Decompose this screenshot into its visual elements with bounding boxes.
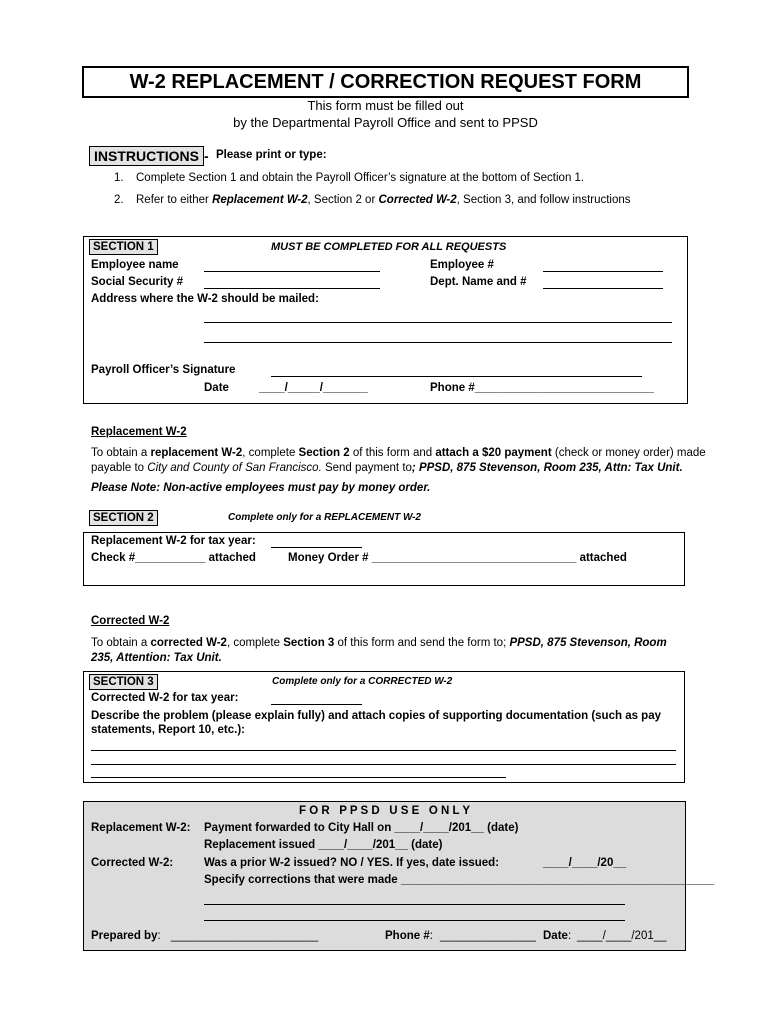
address-label: Address where the W-2 should be mailed: xyxy=(91,293,319,305)
describe-line-2: statements, Report 10, etc.): xyxy=(91,724,246,736)
corrected-tax-year-field[interactable] xyxy=(271,704,362,705)
employee-number-field[interactable] xyxy=(543,271,663,272)
corrected-tax-year-label: Corrected W-2 for tax year: xyxy=(91,692,239,704)
dept-label: Dept. Name and # xyxy=(430,276,527,288)
check-field[interactable]: Check #___________ attached xyxy=(91,552,256,564)
section-1-badge: SECTION 1 xyxy=(89,239,158,255)
describe-field-line-2[interactable] xyxy=(91,764,676,765)
form-title: W-2 REPLACEMENT / CORRECTION REQUEST FORM xyxy=(82,66,689,98)
instruction-2-num: 2. xyxy=(114,194,124,206)
instructions-badge: INSTRUCTIONS xyxy=(89,146,204,166)
ppsd-prior-question: Was a prior W-2 issued? NO / YES. If yes, date issued: xyxy=(204,857,500,869)
section-1-heading: MUST BE COMPLETED FOR ALL REQUESTS xyxy=(271,241,507,253)
date-field[interactable]: ____/_____/_______ xyxy=(259,382,368,394)
section-3-heading: Complete only for a CORRECTED W-2 xyxy=(272,676,453,687)
prepared-by-field[interactable]: _______________________ xyxy=(171,930,319,942)
employee-name-label: Employee name xyxy=(91,259,179,271)
replacement-heading: Replacement W-2 xyxy=(91,426,187,438)
describe-field-line-3[interactable] xyxy=(91,777,506,778)
describe-line-1: Describe the problem (please explain fully) and attach copies of supporting documentation (such as pay xyxy=(91,710,661,722)
instructions-dash: - xyxy=(204,148,209,164)
employee-name-field[interactable] xyxy=(204,271,380,272)
ppsd-date-field[interactable]: ____/____/201__ xyxy=(577,930,667,942)
signature-label: Payroll Officer’s Signature xyxy=(91,364,236,376)
ppsd-specify-field[interactable]: Specify corrections that were made _________________________________________________ xyxy=(204,874,715,886)
ppsd-issued-field[interactable]: Replacement issued ____/____/201__ (date) xyxy=(204,839,443,851)
address-line-1[interactable] xyxy=(204,322,672,323)
phone-field[interactable]: Phone #____________________________ xyxy=(430,382,654,394)
ppsd-replacement-label: Replacement W-2: xyxy=(91,822,191,834)
subtitle-line-1: This form must be filled out xyxy=(307,98,464,113)
replacement-note: Please Note: Non-active employees must pay by money order. xyxy=(91,482,431,494)
ppsd-heading: F O R P P S D U S E O N L Y xyxy=(298,805,471,817)
replacement-tax-year-label: Replacement W-2 for tax year: xyxy=(91,535,256,547)
dept-field[interactable] xyxy=(543,288,663,289)
replacement-paragraph: To obtain a replacement W-2, complete Section 2 of this form and attach a $20 payment (check or money order) made payable to City and County of San Francisco. Send payment to; PPSD, 875 Stevenson, Room 235, Attn: Tax Unit. xyxy=(91,447,706,474)
section-2-heading: Complete only for a REPLACEMENT W-2 xyxy=(228,512,421,523)
ssn-label: Social Security # xyxy=(91,276,184,288)
ppsd-specify-line-2[interactable] xyxy=(204,904,625,905)
section-3-badge: SECTION 3 xyxy=(89,674,158,690)
instruction-1-num: 1. xyxy=(114,172,124,184)
employee-number-label: Employee # xyxy=(430,259,494,271)
prepared-by-label: Prepared by: xyxy=(91,930,161,942)
date-label: Date xyxy=(204,382,229,394)
ppsd-forwarded-field[interactable]: Payment forwarded to City Hall on ____/____/201__ (date) xyxy=(204,822,519,834)
ssn-field[interactable] xyxy=(204,288,380,289)
ppsd-specify-line-3[interactable] xyxy=(204,920,625,921)
instruction-1-text: Complete Section 1 and obtain the Payroll Officer’s signature at the bottom of Section 1. xyxy=(136,172,585,184)
ppsd-phone-field[interactable]: _______________ xyxy=(440,930,536,942)
subtitle-line-2: by the Departmental Payroll Office and sent to PPSD xyxy=(233,115,538,130)
signature-field[interactable] xyxy=(271,376,642,377)
describe-field-line-1[interactable] xyxy=(91,750,676,751)
instruction-2-text: Refer to either Replacement W-2, Section 2 or Corrected W-2, Section 3, and follow instructions xyxy=(136,194,631,206)
corrected-paragraph: To obtain a corrected W-2, complete Section 3 of this form and send the form to; PPSD, 875 Stevenson, Room 235, Attention: Tax Unit. xyxy=(91,637,667,664)
ppsd-prior-date-field[interactable]: ____/____/20__ xyxy=(543,857,627,869)
section-2-badge: SECTION 2 xyxy=(89,510,158,526)
replacement-tax-year-field[interactable] xyxy=(271,547,362,548)
ppsd-date-label: Date: xyxy=(543,930,572,942)
instructions-lead: Please print or type: xyxy=(216,149,327,161)
address-line-2[interactable] xyxy=(204,342,672,343)
money-order-field[interactable]: Money Order # ________________________________ attached xyxy=(288,552,627,564)
ppsd-corrected-label: Corrected W-2: xyxy=(91,857,174,869)
ppsd-phone-label: Phone #: xyxy=(385,930,433,942)
corrected-heading: Corrected W-2 xyxy=(91,615,170,627)
